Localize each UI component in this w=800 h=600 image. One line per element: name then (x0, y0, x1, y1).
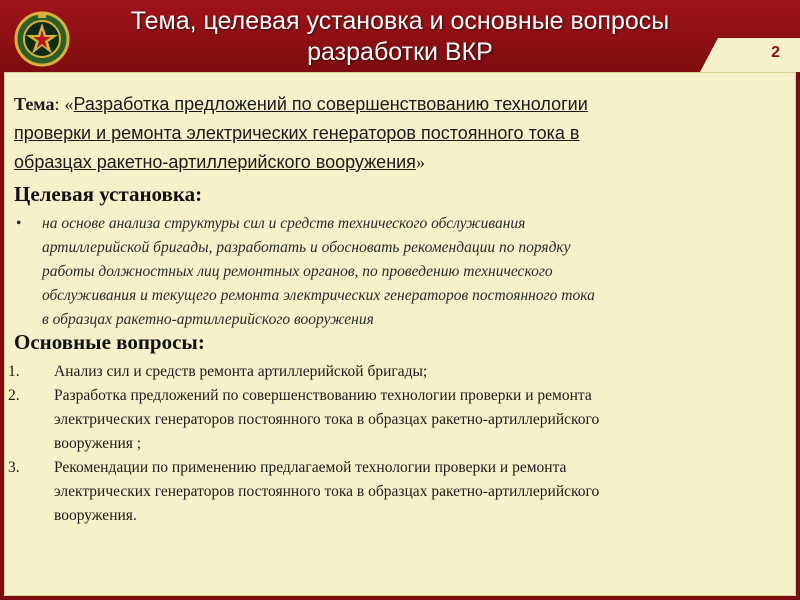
question-number: 2. (8, 387, 20, 404)
question-number: 1. (8, 363, 20, 380)
page-number: 2 (771, 44, 780, 61)
goal-heading: Целевая установка: (14, 182, 203, 206)
topic-close-quote: » (415, 152, 425, 172)
question-item (4, 360, 774, 384)
question-item (4, 384, 774, 456)
topic-colon: : (54, 94, 60, 114)
question-line: Рекомендации по применению предлагаемой технологии проверки и ремонта (54, 459, 567, 476)
goal-line: артиллерийской бригады, разработать и обосновать рекомендации по порядку (42, 239, 571, 256)
page-title (90, 6, 710, 68)
topic-text-line-3: образцах ракетно-артиллерийского вооружения (14, 152, 416, 172)
topic-text-line-1: Разработка предложений по совершенствованию технологии (73, 94, 588, 114)
title-line-2: разработки ВКР (307, 38, 493, 66)
goal-line: в образцах ракетно-артиллерийского вооружения (42, 311, 374, 328)
goal-line: на основе анализа структуры сил и средств технического обслуживания (42, 215, 526, 232)
goal-line: обслуживания и текущего ремонта электрических генераторов постоянного тока (42, 287, 595, 304)
topic-label: Тема (14, 94, 55, 114)
slide-header (0, 0, 800, 78)
title-line-1: Тема, целевая установка и основные вопросы (130, 7, 670, 35)
question-item (4, 456, 774, 528)
question-line: электрических генераторов постоянного тока в образцах ракетно-артиллерийского (54, 411, 600, 428)
question-line: вооружения. (54, 507, 137, 524)
topic-text-line-2: проверки и ремонта электрических генераторов постоянного тока в (14, 123, 580, 143)
goal-list (14, 212, 774, 332)
topic-block (14, 90, 774, 177)
question-number: 3. (8, 459, 20, 476)
question-line: Анализ сил и средств ремонта артиллерийской бригады; (54, 363, 428, 380)
military-emblem-icon (14, 8, 70, 70)
questions-list (4, 360, 774, 528)
goal-line: работы должностных лиц ремонтных органов, по проведению технического (42, 263, 553, 280)
question-line: электрических генераторов постоянного тока в образцах ракетно-артиллерийского (54, 483, 600, 500)
question-line: Разработка предложений по совершенствованию технологии проверки и ремонта (54, 387, 592, 404)
question-line: вооружения ; (54, 435, 142, 452)
topic-open-quote: « (64, 94, 74, 114)
bullet-icon: • (16, 215, 22, 232)
goal-item (14, 212, 774, 332)
questions-heading: Основные вопросы: (14, 330, 205, 354)
